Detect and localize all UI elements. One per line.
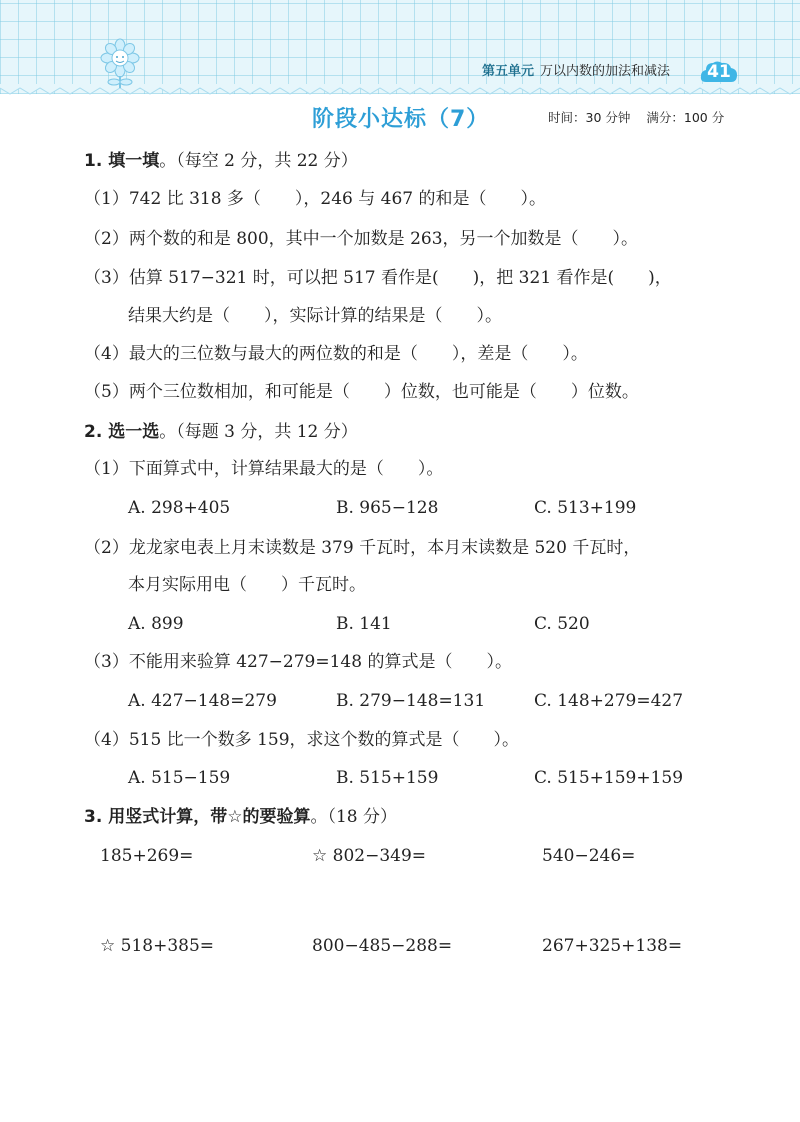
section-2-q2-option-c: C. 520 — [534, 614, 590, 634]
section-1-item-3-cont: 结果大约是（ ），实际计算的结果是（ ）。 — [128, 306, 502, 326]
section-2-q3-option-c: C. 148+279=427 — [534, 691, 684, 711]
section-1-item-2: （2）两个数的和是 800，其中一个加数是 263，另一个加数是（ ）。 — [84, 229, 639, 249]
section-2-q3-option-b: B. 279−148=131 — [336, 691, 486, 711]
section-2-note: 。（每题 3 分，共 12 分） — [159, 422, 358, 442]
unit-name: 万以内数的加法和减法 — [540, 64, 671, 79]
unit-heading — [482, 60, 670, 79]
section-3-title: 3. 用竖式计算，带☆的要验算 — [84, 807, 311, 827]
section-1-note: 。（每空 2 分，共 22 分） — [159, 151, 358, 171]
calc-problem-3: 540−246= — [542, 846, 636, 866]
section-3-heading — [84, 806, 397, 828]
section-2-q1-stem: （1）下面算式中，计算结果最大的是（ ）。 — [84, 459, 444, 479]
section-2-title: 2. 选一选 — [84, 422, 160, 442]
section-1-item-1: （1）742 比 318 多（ ），246 与 467 的和是（ ）。 — [84, 189, 547, 209]
section-2-q1-option-a: A. 298+405 — [128, 498, 231, 518]
section-2-q3-stem: （3）不能用来验算 427−279=148 的算式是（ ）。 — [84, 652, 512, 672]
section-1-heading — [84, 150, 358, 172]
section-2-q4-stem: （4）515 比一个数多 159，求这个数的算式是（ ）。 — [84, 730, 520, 750]
calc-problem-1: 185+269= — [100, 846, 194, 866]
page-number: 41 — [707, 62, 731, 82]
section-2-heading — [84, 421, 358, 443]
full-score: 满分：100 分 — [646, 110, 725, 125]
section-1-item-4: （4）最大的三位数与最大的两位数的和是（ ），差是（ ）。 — [84, 344, 588, 364]
section-2-q4-option-a: A. 515−159 — [128, 768, 231, 788]
section-1-title: 1. 填一填 — [84, 151, 160, 171]
section-1-item-3: （3）估算 517−321 时，可以把 517 看作是( )，把 321 看作是( )， — [84, 268, 672, 288]
exam-meta — [548, 108, 724, 126]
section-2-q2-stem-cont: 本月实际用电（ ）千瓦时。 — [128, 575, 366, 595]
section-1-item-5: （5）两个三位数相加，和可能是（ ）位数，也可能是（ ）位数。 — [84, 382, 639, 402]
time-limit: 时间：30 分钟 — [548, 110, 631, 125]
calc-problem-2: ☆ 802−349= — [312, 846, 427, 866]
section-2-q1-option-c: C. 513+199 — [534, 498, 637, 518]
section-2-q2-stem: （2）龙龙家电表上月末读数是 379 千瓦时，本月末读数是 520 千瓦时， — [84, 538, 641, 558]
section-2-q4-option-c: C. 515+159+159 — [534, 768, 684, 788]
sunflower-icon — [96, 38, 144, 88]
unit-label: 第五单元 — [482, 64, 535, 79]
section-3-note: 。（18 分） — [310, 807, 397, 827]
section-2-q3-option-a: A. 427−148=279 — [128, 691, 277, 711]
section-2-q1-option-b: B. 965−128 — [336, 498, 439, 518]
page-title: 阶段小达标（7） — [312, 107, 490, 132]
section-2-q4-option-b: B. 515+159 — [336, 768, 439, 788]
calc-problem-4: ☆ 518+385= — [100, 936, 215, 956]
calc-problem-6: 267+325+138= — [542, 936, 683, 956]
section-2-q2-option-a: A. 899 — [128, 614, 184, 634]
calc-problem-5: 800−485−288= — [312, 936, 453, 956]
section-2-q2-option-b: B. 141 — [336, 614, 392, 634]
